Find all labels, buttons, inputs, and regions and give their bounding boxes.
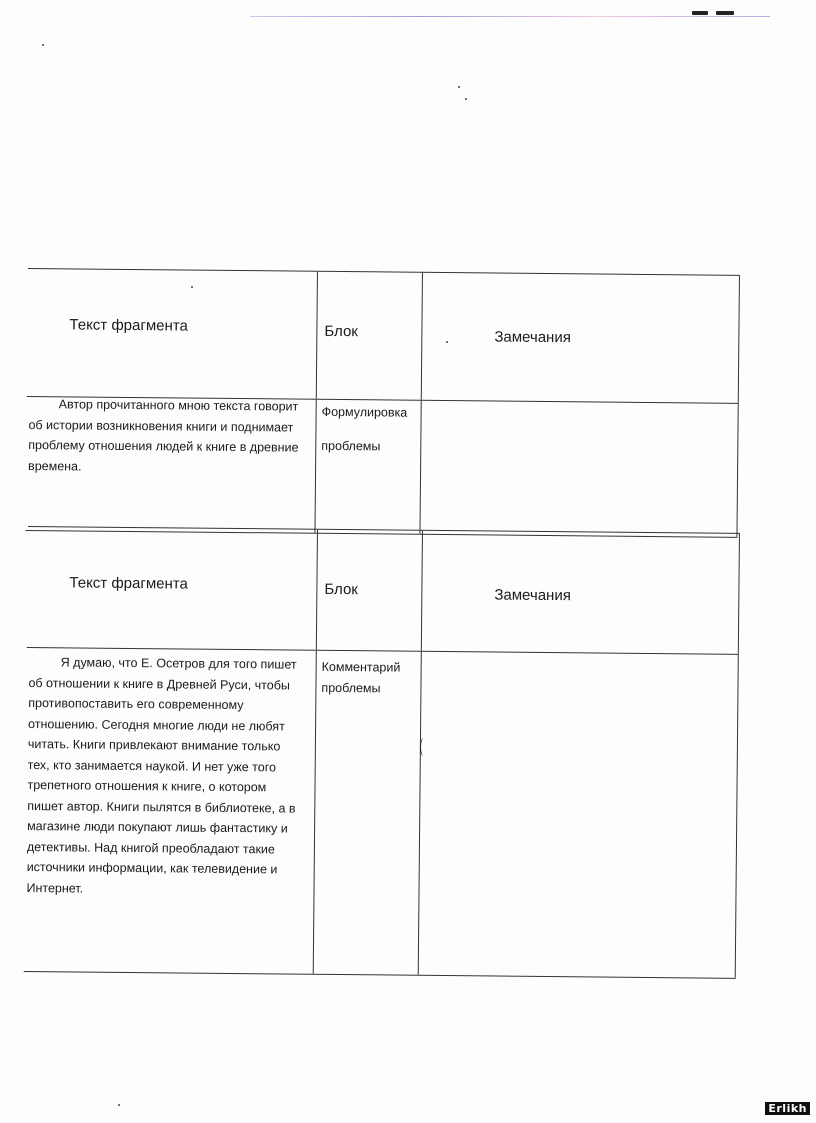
table-data-row bbox=[24, 647, 739, 979]
header-text-fragment: Текст фрагмента bbox=[69, 316, 188, 335]
block-label-line2: проблемы bbox=[321, 438, 381, 454]
table-header-row bbox=[27, 268, 740, 403]
block-label-line1: Комментарий bbox=[321, 659, 401, 675]
scan-edge-line bbox=[250, 16, 770, 17]
remarks-cell bbox=[427, 403, 727, 406]
header-block: Блок bbox=[324, 322, 359, 341]
remarks-cell bbox=[427, 658, 727, 661]
speck bbox=[118, 1104, 120, 1106]
speck bbox=[458, 86, 460, 88]
fragment-text: Я думаю, что Е. Осетров для того пишет об отношении к книге в Древней Руси, чтобы противопоставить его современному отношению. Сегодня многие люди не любят читать. Книги привлекают внимание только тех, кто занимается наукой. И нет уже того трепетного отношения к книге, о котором пишет автор. Книги пылятся в библиотеке, а в магазине люди покупают лишь фантастику и детективы. Над книгой преобладают такие источники информации, как телевидение и Интернет. bbox=[26, 655, 297, 896]
header-remarks: Замечания bbox=[494, 328, 571, 347]
header-block: Блок bbox=[324, 580, 359, 599]
speck bbox=[42, 44, 44, 46]
table-formulation bbox=[25, 268, 739, 538]
header-remarks: Замечания bbox=[494, 586, 571, 605]
pen-mark bbox=[420, 738, 427, 756]
scan-mark bbox=[716, 11, 734, 15]
watermark: Erlikh bbox=[765, 1102, 810, 1115]
block-label-line2: проблемы bbox=[321, 680, 381, 696]
fragment-text: Автор прочитанного мною текста говорит об истории возникновения книги и поднимает проблему отношения людей к книге в древние времена. bbox=[28, 397, 299, 474]
header-text-fragment: Текст фрагмента bbox=[69, 574, 188, 593]
block-label-line1: Формулировка bbox=[321, 404, 408, 420]
table-commentary bbox=[24, 526, 740, 979]
table-header-row bbox=[27, 526, 740, 654]
speck bbox=[465, 98, 467, 100]
table-data-row bbox=[25, 396, 738, 538]
scan-mark bbox=[692, 11, 708, 15]
